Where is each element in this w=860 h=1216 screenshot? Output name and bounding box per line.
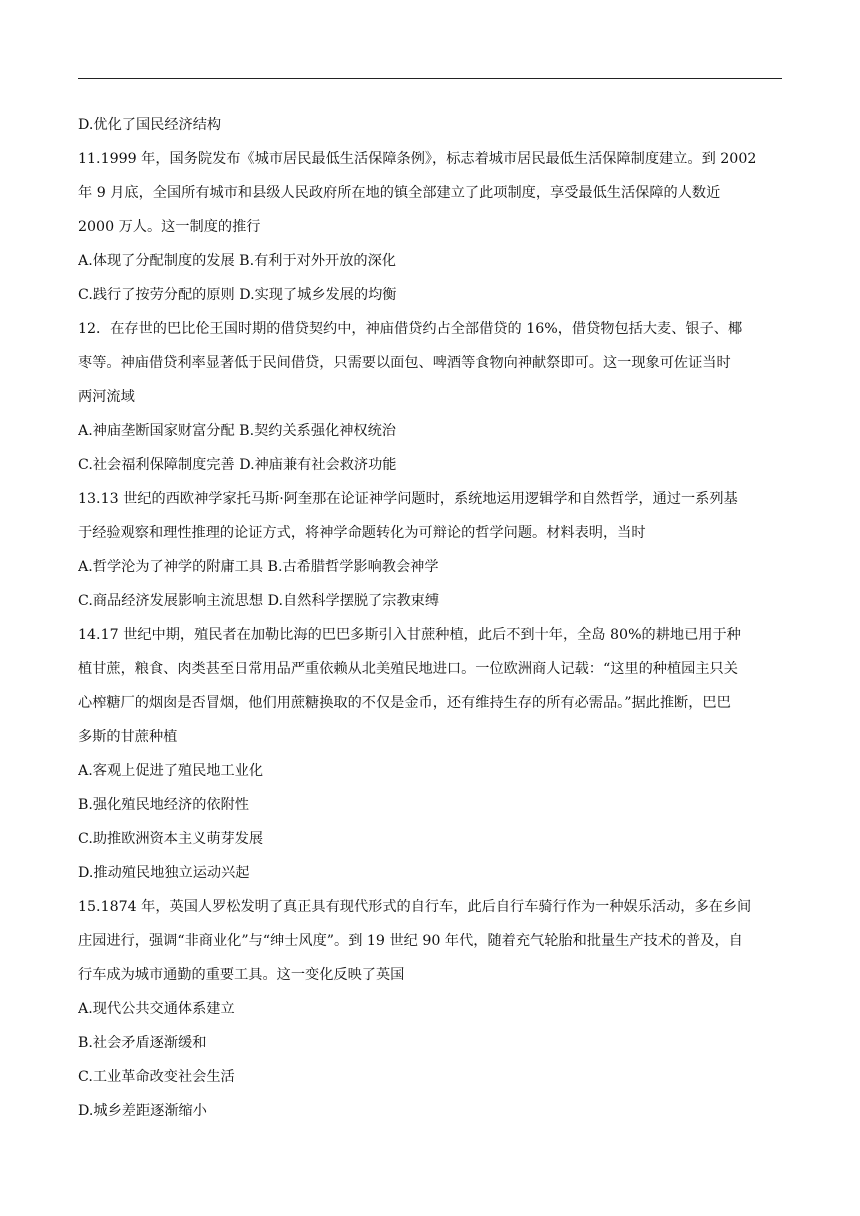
answer-options-line: A.体现了分配制度的发展 B.有利于对外开放的深化 — [78, 253, 396, 269]
question-12 — [78, 312, 782, 482]
question-stem-line: 心榨糖厂的烟囱是否冒烟，他们用蔗糖换取的不仅是金币，还有维持生存的所有必需品。”据此推断，巴巴 — [78, 695, 731, 711]
answer-option: C.工业革命改变社会生活 — [78, 1069, 235, 1085]
question-stem-line: 于经验观察和理性推理的论证方式，将神学命题转化为可辩论的哲学问题。材料表明，当时 — [78, 525, 646, 541]
question-stem-line: 枣等。神庙借贷利率显著低于民间借贷，只需要以面包、啤酒等食物向神献祭即可。这一现象可佐证当时 — [78, 355, 731, 371]
answer-options-line: C.践行了按劳分配的原则 D.实现了城乡发展的均衡 — [78, 287, 397, 303]
answer-options-line: A.哲学沦为了神学的附庸工具 B.古希腊哲学影响教会神学 — [78, 559, 439, 575]
question-11 — [78, 142, 782, 312]
answer-option: D.推动殖民地独立运动兴起 — [78, 865, 250, 881]
question-stem-line: 行车成为城市通勤的重要工具。这一变化反映了英国 — [78, 967, 405, 983]
question-stem-line: 11.1999 年，国务院发布《城市居民最低生活保障条例》，标志着城市居民最低生活保障制度建立。到 2002 — [78, 151, 757, 167]
answer-option: B.强化殖民地经济的依附性 — [78, 797, 249, 813]
question-stem-line: 植甘蔗，粮食、肉类甚至日常用品严重依赖从北美殖民地进口。一位欧洲商人记载：“这里的种植园主只关 — [78, 661, 738, 677]
answer-options-line: C.商品经济发展影响主流思想 D.自然科学摆脱了宗教束缚 — [78, 593, 440, 609]
q10-option-d: D.优化了国民经济结构 — [78, 117, 222, 133]
question-stem-line: 庄园进行，强调“非商业化”与“绅士风度”。到 19 世纪 90 年代，随着充气轮胎和批量生产技术的普及，自 — [78, 933, 743, 949]
document-body — [78, 108, 782, 1128]
answer-option: A.现代公共交通体系建立 — [78, 1001, 235, 1017]
answer-options-line: A.神庙垄断国家财富分配 B.契约关系强化神权统治 — [78, 423, 396, 439]
question-stem-line: 13.13 世纪的西欧神学家托马斯·阿奎那在论证神学问题时，系统地运用逻辑学和自然哲学，通过一系列基 — [78, 491, 738, 507]
question-stem-line: 两河流域 — [78, 389, 135, 405]
answer-option: D.城乡差距逐渐缩小 — [78, 1103, 207, 1119]
question-13 — [78, 482, 782, 618]
answer-option: A.客观上促进了殖民地工业化 — [78, 763, 264, 779]
question-stem-line: 2000 万人。这一制度的推行 — [78, 219, 261, 235]
question-14 — [78, 618, 782, 890]
answer-options-line: C.社会福利保障制度完善 D.神庙兼有社会救济功能 — [78, 457, 397, 473]
answer-option: C.助推欧洲资本主义萌芽发展 — [78, 831, 264, 847]
answer-option: B.社会矛盾逐渐缓和 — [78, 1035, 207, 1051]
question-15 — [78, 890, 782, 1128]
question-stem-line: 年 9 月底，全国所有城市和县级人民政府所在地的镇全部建立了此项制度，享受最低生活保障的人数近 — [78, 185, 721, 201]
question-stem-line: 12．在存世的巴比伦王国时期的借贷契约中，神庙借贷约占全部借贷的 16%，借贷物包括大麦、银子、椰 — [78, 321, 743, 337]
question-stem-line: 15.1874 年，英国人罗松发明了真正具有现代形式的自行车，此后自行车骑行作为一种娱乐活动，多在乡间 — [78, 899, 752, 915]
header-rule — [78, 78, 782, 79]
question-stem-line: 14.17 世纪中期，殖民者在加勒比海的巴巴多斯引入甘蔗种植，此后不到十年，全岛 80%的耕地已用于种 — [78, 627, 741, 643]
question-stem-line: 多斯的甘蔗种植 — [78, 729, 178, 745]
